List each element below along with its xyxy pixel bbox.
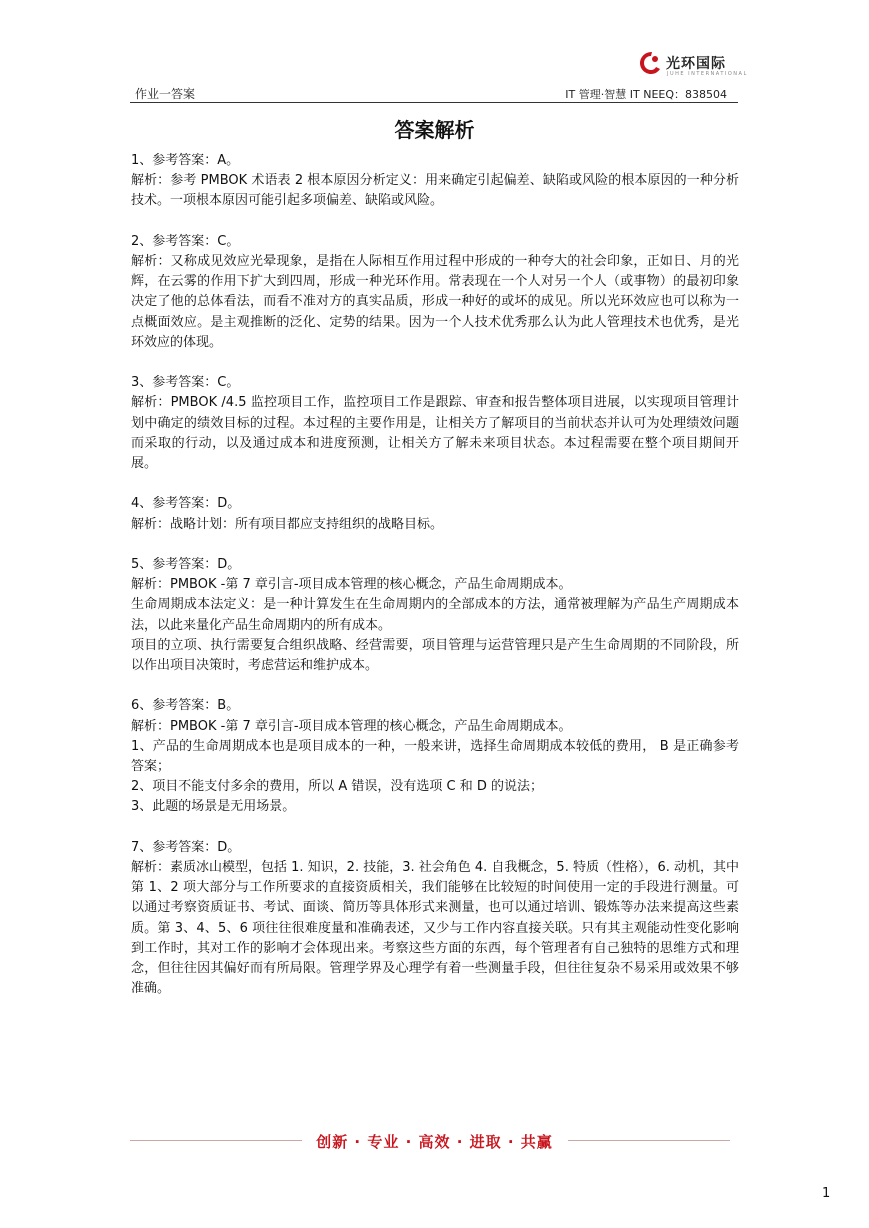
paragraph-gap [131, 818, 739, 838]
body-paragraph: 7、参考答案：D。 [131, 839, 241, 855]
footer-divider-right [568, 1140, 730, 1141]
body-paragraph: 2、参考答案：C。 [131, 233, 240, 249]
paragraph-gap [131, 212, 739, 232]
body-paragraph: 解析：PMBOK -第 7 章引言-项目成本管理的核心概念，产品生命周期成本。 [131, 577, 572, 593]
body-paragraph: 1、参考答案：A。 [131, 153, 240, 168]
body-paragraph: 项目的立项、执行需要复合组织战略、经营需要，项目管理与运营管理只是产生生命周期的不同阶段，所以作出项目决策时，考虑营运和维护成本。 [131, 637, 739, 674]
paragraph-gap [131, 353, 739, 373]
paragraph-gap [131, 676, 739, 696]
body-paragraph: 解析：PMBOK /4.5 监控项目工作，监控项目工作是跟踪、审查和报告整体项目进展，以实现项目管理计划中确定的绩效目标的过程。本过程的主要作用是，让相关方了解项目的当前状态并认可为处理绩效问题而采取的行动，以及通过成本和进度预测，让相关方了解未来项目状态。本过程需要在整个项目期间开展。 [131, 395, 739, 472]
header-divider [130, 102, 738, 103]
body-paragraph: 解析：PMBOK -第 7 章引言-项目成本管理的核心概念，产品生命周期成本。 [131, 718, 572, 734]
footer-slogan: 创新 · 专业 · 高效 · 进取 · 共赢 [316, 1133, 553, 1151]
body-paragraph: 3、此题的场景是无用场景。 [131, 799, 296, 815]
body-paragraph: 1、产品的生命周期成本也是项目成本的一种，一般来讲，选择生命周期成本较低的费用， B 是正确参考答案； [131, 738, 739, 775]
body-paragraph: 4、参考答案：D。 [131, 496, 241, 512]
body-paragraph: 2、项目不能支付多余的费用，所以 A 错误，没有选项 C 和 D 的说法； [131, 779, 544, 795]
answer-body [131, 151, 739, 999]
header-doc-label: 作业一答案 [135, 87, 196, 101]
body-paragraph: 6、参考答案：B。 [131, 698, 240, 714]
logo-swirl-icon [638, 50, 662, 76]
logo-subtext: JUHE INTERNATIONAL [667, 71, 748, 77]
body-paragraph: 解析：参考 PMBOK 术语表 2 根本原因分析定义：用来确定引起偏差、缺陷或风险的根本原因的一种分析技术。一项根本原因可能引起多项偏差、缺陷或风险。 [131, 173, 739, 209]
paragraph-gap [131, 474, 739, 494]
body-paragraph: 5、参考答案：D。 [131, 557, 241, 572]
body-paragraph: 解析：又称成见效应光晕现象，是指在人际相互作用过程中形成的一种夸大的社会印象，正如日、月的光辉，在云雾的作用下扩大到四周，形成一种光环作用。常表现在一个人对另一个人（或事物）的最初印象决定了他的总体看法，而看不准对方的真实品质，形成一种好的或坏的成见。所以光环效应也可以称为一点概面效应。是主观推断的泛化、定势的结果。因为一个人技术优秀那么认为此人管理技术也优秀，是光环效应的体现。 [131, 254, 739, 350]
page-title: 答案解析 [394, 118, 475, 142]
header-company-info: IT 管理·智慧 IT NEEQ：838504 [565, 88, 727, 101]
body-paragraph: 3、参考答案：C。 [131, 375, 240, 391]
body-paragraph: 解析：战略计划：所有项目都应支持组织的战略目标。 [131, 516, 444, 532]
company-logo [638, 50, 758, 80]
body-paragraph: 解析：素质冰山模型，包括 1. 知识，2. 技能，3. 社会角色 4. 自我概念，5. 特质（性格），6. 动机，其中第 1、2 项大部分与工作所要求的直接资质相关，我们能够在比较短的时间使用一定的手段进行测量。可以通过考察资质证书、考试、面谈、简历等具体形式来测量，也可以通过培训、锻炼等办法来提高这些素质。第 3、4、5、6 项往往很难度量和准确表述，又少与工作内容直接关联。只有其主观能动性变化影响到工作时，其对工作的影响才会体现出来。考察这些方面的东西，每个管理者有自己独特的思维方式和理念，但往往因其偏好而有所局限。管理学界及心理学有着一些测量手段，但往往复杂不易采用或效果不够准确。 [131, 860, 739, 997]
logo-text: 光环国际 [666, 56, 726, 72]
body-paragraph: 生命周期成本法定义：是一种计算发生在生命周期内的全部成本的方法，通常被理解为产品生产周期成本法，以此来量化产品生命周期内的所有成本。 [131, 597, 739, 633]
page-number: 1 [822, 1186, 831, 1201]
paragraph-gap [131, 535, 739, 555]
